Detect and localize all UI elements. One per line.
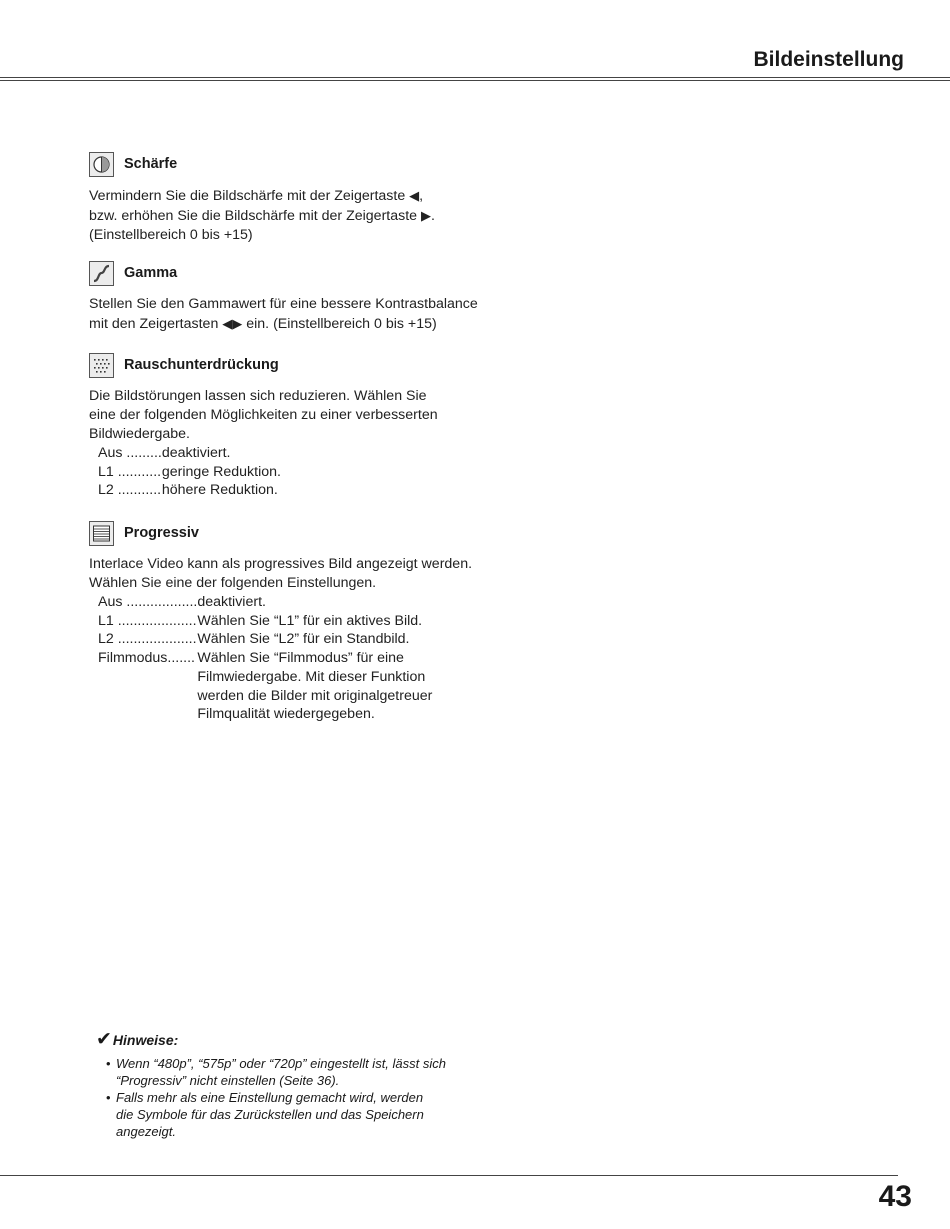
option-value: geringe Reduktion. <box>161 463 281 480</box>
note-item <box>96 1089 516 1140</box>
text-line: angezeigt. <box>116 1124 176 1139</box>
section-text <box>89 387 519 500</box>
option-value <box>197 649 432 724</box>
option-value: deaktiviert. <box>161 445 231 461</box>
punctuation: , <box>419 188 424 204</box>
section-text <box>89 555 529 724</box>
text-line: Interlace Video kann als progressives Bild angezeigt werden. <box>89 556 473 572</box>
text-line: mit den Zeigertasten <box>89 316 219 332</box>
section-header <box>89 351 519 379</box>
text-line: die Symbole für das Zurückstellen und das Speichern <box>116 1107 424 1122</box>
notes-header <box>96 1028 516 1051</box>
option-row <box>98 444 281 463</box>
section-title: Gamma <box>124 265 178 281</box>
option-row <box>98 612 432 631</box>
option-key: Aus ......... <box>98 445 162 461</box>
text-line: “Progressiv” nicht einstellen (Seite 36). <box>116 1073 340 1088</box>
option-row <box>98 593 432 612</box>
option-value: höhere Reduktion. <box>161 482 278 499</box>
text-line: Wählen Sie “Filmmodus” für eine <box>197 650 404 667</box>
text-line: Wählen Sie eine der folgenden Einstellungen. <box>89 575 377 591</box>
option-key: L1 ........... <box>98 463 162 480</box>
text-line: Stellen Sie den Gammawert für eine bessere Kontrastbalance <box>89 296 478 312</box>
page-title: Bildeinstellung <box>753 48 904 71</box>
option-row <box>98 630 432 649</box>
section-progressive <box>89 519 529 724</box>
section-header <box>89 259 519 287</box>
text-line: Filmwiedergabe. Mit dieser Funktion <box>197 668 426 685</box>
option-row <box>98 463 281 482</box>
noise-reduction-icon <box>89 353 114 378</box>
text-line: ein. (Einstellbereich 0 bis +15) <box>246 316 437 332</box>
notes-list <box>96 1055 516 1140</box>
options-list <box>98 444 281 500</box>
page-number: 43 <box>878 1180 912 1213</box>
section-text <box>89 295 519 334</box>
section-sharpness <box>89 150 519 245</box>
section-gamma <box>89 259 519 334</box>
option-key: L1 .................... <box>98 612 197 629</box>
option-row <box>98 649 432 724</box>
progressive-icon <box>89 521 114 546</box>
text-line: Vermindern Sie die Bildschärfe mit der Zeigertaste <box>89 188 406 204</box>
section-title: Schärfe <box>124 156 178 172</box>
option-key: L2 .................... <box>98 631 197 648</box>
options-list <box>98 593 432 724</box>
text-line: eine der folgenden Möglichkeiten zu einer verbesserten <box>89 407 438 423</box>
option-key: Aus .................. <box>98 594 198 610</box>
left-right-arrows-icon: ◀▶ <box>222 316 243 331</box>
option-row <box>98 481 281 500</box>
option-value: Wählen Sie “L1” für ein aktives Bild. <box>197 612 423 629</box>
text-line: bzw. erhöhen Sie die Bildschärfe mit der Zeigertaste <box>89 208 418 224</box>
option-value: deaktiviert. <box>197 594 266 610</box>
section-header <box>89 519 529 547</box>
text-line: Die Bildstörungen lassen sich reduzieren. Wählen Sie <box>89 388 427 404</box>
header-divider <box>0 77 950 81</box>
footer-divider <box>0 1175 898 1176</box>
option-key: Filmmodus....... <box>98 650 195 667</box>
section-text <box>89 186 519 245</box>
sharpness-icon <box>89 152 114 177</box>
notes-box <box>96 1028 516 1140</box>
text-line: Falls mehr als eine Einstellung gemacht wird, werden <box>116 1090 424 1105</box>
gamma-icon <box>89 261 114 286</box>
section-header <box>89 150 519 178</box>
text-line: werden die Bilder mit originalgetreuer <box>197 687 433 704</box>
right-arrow-icon: ▶ <box>421 208 432 223</box>
text-line: Wenn “480p”, “575p” oder “720p” eingestellt ist, lässt sich <box>116 1056 446 1071</box>
text-line: Filmqualität wiedergegeben. <box>197 706 375 723</box>
bullet-icon: • <box>106 1090 111 1105</box>
option-key: L2 ........... <box>98 482 162 499</box>
notes-title: Hinweise: <box>112 1031 179 1048</box>
left-arrow-icon: ◀ <box>409 188 420 203</box>
text-line: Bildwiedergabe. <box>89 426 190 442</box>
note-item <box>96 1055 516 1089</box>
section-title: Progressiv <box>124 525 199 541</box>
option-value: Wählen Sie “L2” für ein Standbild. <box>197 631 410 648</box>
bullet-icon: • <box>106 1056 111 1071</box>
punctuation: . <box>431 208 435 224</box>
text-line: (Einstellbereich 0 bis +15) <box>89 227 253 243</box>
checkmark-icon: ✔ <box>96 1029 112 1050</box>
section-title: Rauschunterdrückung <box>124 357 279 373</box>
section-noise-reduction <box>89 351 519 500</box>
